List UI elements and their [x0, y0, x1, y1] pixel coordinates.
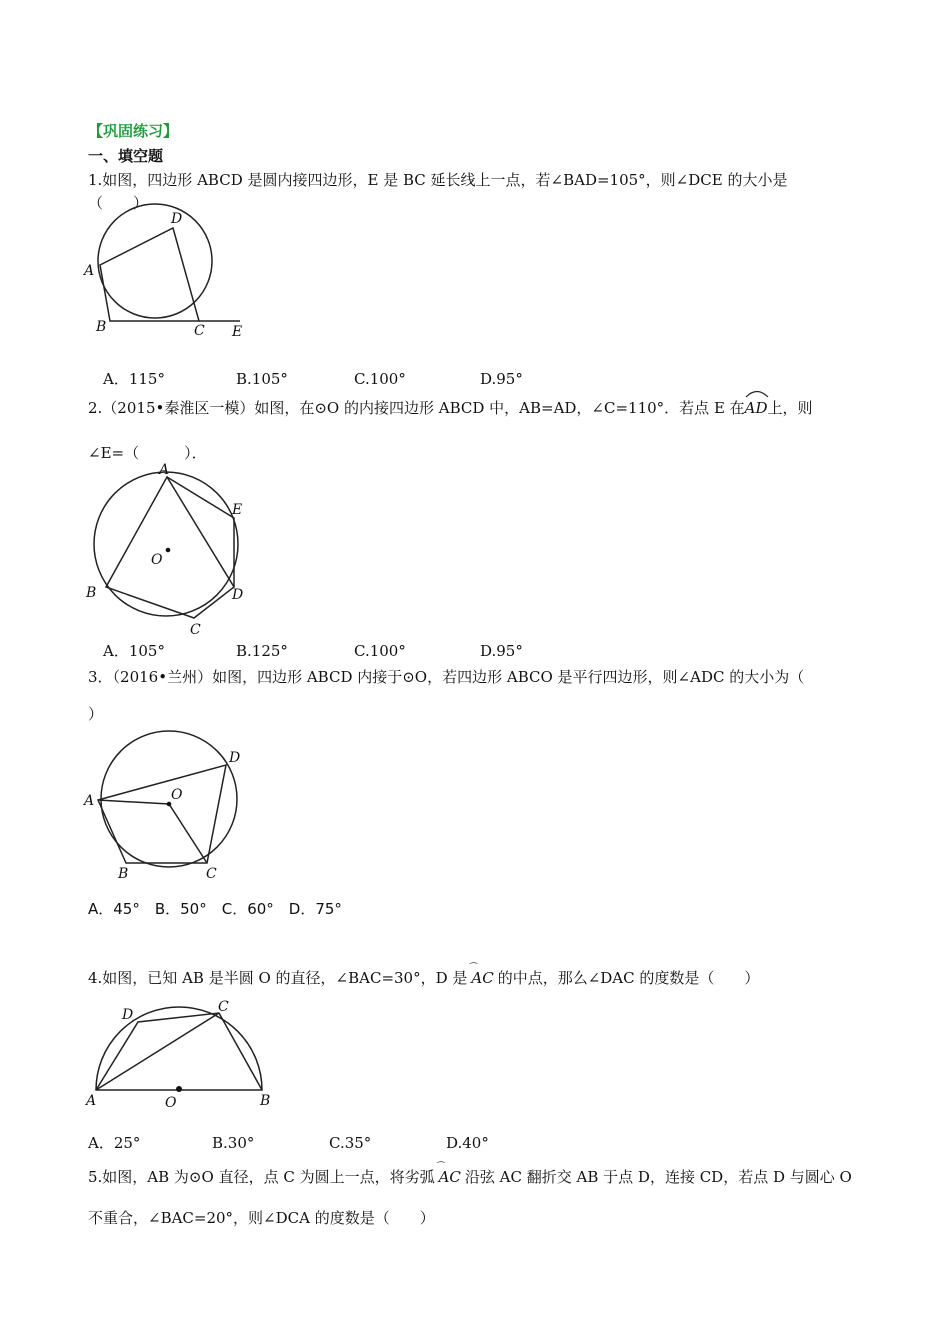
arc-mark-icon: [745, 388, 769, 398]
q2-stem-line2: ∠E=（ ）．: [88, 444, 207, 462]
part-title: 一、填空题: [88, 147, 164, 165]
q2-arc-label: AD: [745, 398, 768, 418]
q2-figure: [80, 460, 260, 640]
q4-option-c: C.35°: [329, 1134, 372, 1152]
q3-label-B: B: [118, 866, 129, 882]
arc-mark-icon: ⌒: [434, 1162, 444, 1172]
q4-option-d: D.40°: [446, 1134, 489, 1152]
q1-option-c: C.100°: [354, 370, 406, 388]
q3-figure: [80, 730, 260, 885]
q2-label-B: B: [86, 585, 97, 601]
q2-stem-part1: 2.（2015•秦淮区一模）如图，在⊙O 的内接四边形 ABCD 中，AB=AD，∠C=110°．若点 E 在: [88, 399, 745, 417]
q2-option-d: D.95°: [480, 642, 523, 660]
q1-label-B: B: [96, 319, 107, 335]
q3-label-D: D: [229, 750, 241, 766]
q3-circle: [101, 731, 237, 867]
q1-stem-line2: （ ）: [88, 194, 149, 212]
q1-figure: [80, 205, 260, 340]
q3-label-A: A: [84, 793, 95, 809]
q3-stem-line2: ）: [88, 705, 104, 723]
q4-label-O: O: [165, 1095, 177, 1111]
q1-option-d: D.95°: [480, 370, 523, 388]
q2-option-a: A．105°: [103, 642, 165, 660]
q2-option-c: C.100°: [354, 642, 406, 660]
q3-quadrilateral: [98, 765, 226, 863]
q2-center-dot: [166, 548, 171, 553]
q5-stem-part2: 沿弦 AC 翻折交 AB 于点 D，连接 CD，若点 D 与圆心 O: [464, 1168, 852, 1186]
q3-label-O: O: [171, 787, 183, 803]
q5-stem-part1: 5.如图，AB 为⊙O 直径，点 C 为圆上一点，将劣弧: [88, 1168, 435, 1186]
q2-label-D: D: [232, 587, 244, 603]
q1-stem-line1: 1.如图，四边形 ABCD 是圆内接四边形，E 是 BC 延长线上一点，若∠BAD=105°，则∠DCE 的大小是: [88, 171, 788, 189]
q5-stem-line1: [88, 1162, 852, 1187]
q4-stem-part2: 的中点，那么∠DAC 的度数是（ ）: [497, 969, 760, 987]
q2-label-O: O: [151, 552, 163, 568]
q2-stem-part2: 上，则: [767, 399, 813, 417]
q3-options: A．45° B．50° C．60° D．75°: [88, 900, 342, 918]
q1-label-D: D: [171, 211, 183, 227]
q1-quadrilateral: [100, 228, 199, 321]
q2-label-E: E: [232, 502, 243, 518]
q4-chord-AC: [96, 1013, 219, 1090]
q3-stem-line1: 3．（2016•兰州）如图，四边形 ABCD 内接于⊙O，若四边形 ABCO 是平行四边形，则∠ADC 的大小为（: [88, 668, 805, 686]
section-title: 【巩固练习】: [88, 122, 179, 140]
q5-stem-line2: 不重合，∠BAC=20°，则∠DCA 的度数是（ ）: [88, 1209, 435, 1227]
q4-figure: [80, 995, 280, 1110]
q2-option-b: B.125°: [236, 642, 288, 660]
q2-stem-line1: [88, 398, 813, 418]
q3-radii-AO-OC: [98, 800, 207, 863]
q4-center-dot: [176, 1086, 182, 1092]
q1-label-E: E: [232, 324, 243, 340]
q4-label-B: B: [260, 1093, 271, 1109]
q4-chords: [96, 1013, 262, 1090]
q1-option-a: A．115°: [103, 370, 165, 388]
q1-circle: [98, 204, 212, 318]
q2-label-C: C: [190, 622, 201, 638]
q2-label-A: A: [159, 462, 170, 478]
q4-option-b: B.30°: [212, 1134, 255, 1152]
q1-label-A: A: [84, 263, 95, 279]
q4-option-a: A．25°: [88, 1134, 141, 1152]
q1-label-C: C: [194, 323, 205, 339]
q4-label-D: D: [122, 1007, 134, 1023]
q1-option-b: B.105°: [236, 370, 288, 388]
q3-label-C: C: [206, 866, 217, 882]
arc-mark-icon: ⌒: [467, 963, 477, 973]
q4-arc-label: ⌒ AC: [471, 968, 493, 988]
q4-stem-part1: 4.如图，已知 AB 是半圆 O 的直径，∠BAC=30°，D 是: [88, 969, 468, 987]
q5-arc-label: ⌒ AC: [439, 1167, 461, 1187]
q4-label-C: C: [218, 999, 229, 1015]
q4-label-A: A: [86, 1093, 97, 1109]
q2-circle: [94, 472, 238, 616]
q4-stem-line1: [88, 963, 760, 988]
